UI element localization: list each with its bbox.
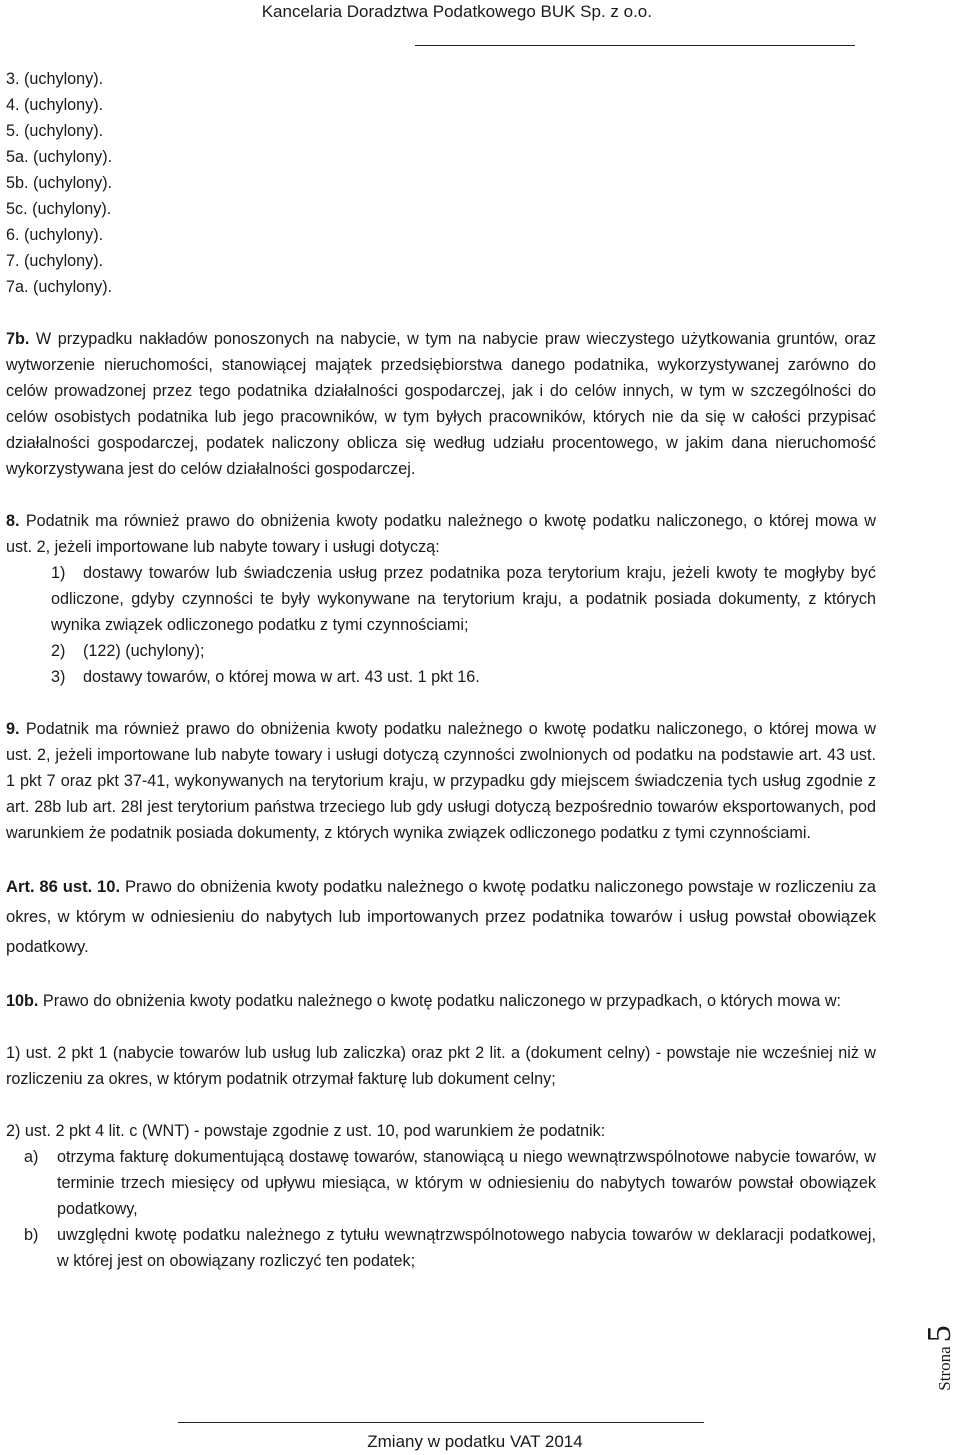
item-text: uwzględni kwotę podatku należnego z tytułu wewnątrzwspólnotowego nabycia towarów w deklaracji podatkowej, w której jest on obowiązany rozliczyć ten podatek; [57,1226,876,1270]
item-number: b) [24,1226,39,1244]
paragraph-text: Podatnik ma również prawo do obniżenia kwoty podatku należnego o kwotę podatku naliczonego, o której mowa w ust. 2, jeżeli importowane lub nabyte towary i usługi dotyczą: [6,512,876,556]
list-item: 3. (uchylony). [6,70,104,88]
header-title: Kancelaria Doradztwa Podatkowego BUK Sp. z o.o. [261,2,652,21]
list-item: 4. (uchylony). [6,96,104,114]
document-body [6,66,876,1274]
article-text: Prawo do obniżenia kwoty podatku należnego o kwotę podatku naliczonego powstaje w rozliczeniu za okres, w którym w odniesieniu do nabytych lub importowanych przez podatnika towarów i usług powstał obowiązek podatkowy. [6,877,876,956]
header-rule [415,45,855,46]
paragraph-text: Podatnik ma również prawo do obniżenia kwoty podatku należnego o kwotę podatku naliczonego, o której mowa w ust. 2, jeżeli importowane lub nabyte towary i usługi dotyczą czynności zwolnionych od podatku na podstawie art. 43 ust. 1 pkt 7 oraz pkt 37-41, wykonywanych na terytorium kraju, w przypadku gdy miejscem świadczenia tych usług zgodnie z art. 28b lub art. 28l jest terytorium państwa trzeciego lub gdy usługi dotyczą bezpośrednio towarów eksportowanych, pod warunkiem że podatnik posiada dokumenty, z których wynika związek odliczonego podatku z tymi czynnościami. [6,720,876,842]
list-item: 2) ust. 2 pkt 4 lit. c (WNT) - powstaje zgodnie z ust. 10, pod warunkiem że podatnik: [6,1122,606,1140]
item-text: (122) (uchylony); [83,642,205,660]
item-number: 3) [51,668,66,686]
page-label: Strona [935,1345,954,1391]
paragraph-text: W przypadku nakładów ponoszonych na nabycie, w tym na nabycie praw wieczystego użytkowania gruntów, oraz wytworzenie nieruchomości, stanowiącej majątek przedsiębiorstwa danego podatnika, wykorzystywanej zarówno do celów prowadzonej przez tego podatnika działalności gospodarczej, jak i do celów innych, w tym w szczególności do celów osobistych podatnika lub jego pracowników, w tym byłych pracowników, których nie da się w całości przypisać działalności gospodarczej, podatek naliczony oblicza się według udziału procentowego, w jakim dana nieruchomość wykorzystywana jest do celów działalności gospodarczej. [6,330,876,478]
page-number: 5 [921,1324,958,1342]
list-item [6,1222,876,1274]
list-item: 7. (uchylony). [6,252,104,270]
list-item: 5b. (uchylony). [6,174,113,192]
list-item [6,1144,876,1222]
list-item: 5c. (uchylony). [6,200,112,218]
item-text: otrzyma fakturę dokumentującą dostawę towarów, stanowiącą u niego wewnątrzwspólnotowe nabycie towarów, w terminie trzech miesięcy od upływu miesiąca, w którym w odniesieniu do nabytych towarów powstał obowiązek podatkowy, [57,1148,876,1218]
item-text: dostawy towarów, o której mowa w art. 43 ust. 1 pkt 16. [83,668,480,686]
list-item: 1) ust. 2 pkt 1 (nabycie towarów lub usług lub zaliczka) oraz pkt 2 lit. a (dokument celny) - powstaje nie wcześniej niż w rozliczeniu za okres, w którym podatnik otrzymał fakturę lub dokument celny; [6,1044,876,1088]
paragraph-7b [6,326,876,482]
list-item [6,560,876,638]
list-item [6,664,876,690]
paragraph-number: 7b. [6,330,30,348]
list-item: 6. (uchylony). [6,226,104,244]
paragraph-10b [6,988,876,1014]
item-number: 2) [51,642,66,660]
list-item: 5a. (uchylony). [6,148,113,166]
paragraph-8 [6,508,876,560]
item-text: dostawy towarów lub świadczenia usług przez podatnika poza terytorium kraju, jeżeli kwoty te mogłyby być odliczone, gdyby czynności te były wykonywane na terytorium kraju, a podatnik posiada dokumenty, z których wynika związek odliczonego podatku z tymi czynnościami; [51,564,876,634]
item-number: 1) [51,564,66,582]
paragraph-number: 10b. [6,992,39,1010]
paragraph-text: Prawo do obniżenia kwoty podatku należnego o kwotę podatku naliczonego w przypadkach, o których mowa w: [42,992,842,1010]
list-item: 5. (uchylony). [6,122,104,140]
paragraph-number: 8. [6,512,20,530]
paragraph-9 [6,716,876,846]
article-86-10 [6,872,876,962]
list-item [6,638,876,664]
repealed-list [6,66,876,300]
paragraph-number: 9. [6,720,20,738]
footer-title: Zmiany w podatku VAT 2014 [367,1432,583,1451]
article-number: Art. 86 ust. 10. [6,877,121,896]
page-number-label [922,1305,958,1410]
item-number: a) [24,1148,39,1166]
list-item: 7a. (uchylony). [6,278,113,296]
footer-rule [178,1422,704,1423]
